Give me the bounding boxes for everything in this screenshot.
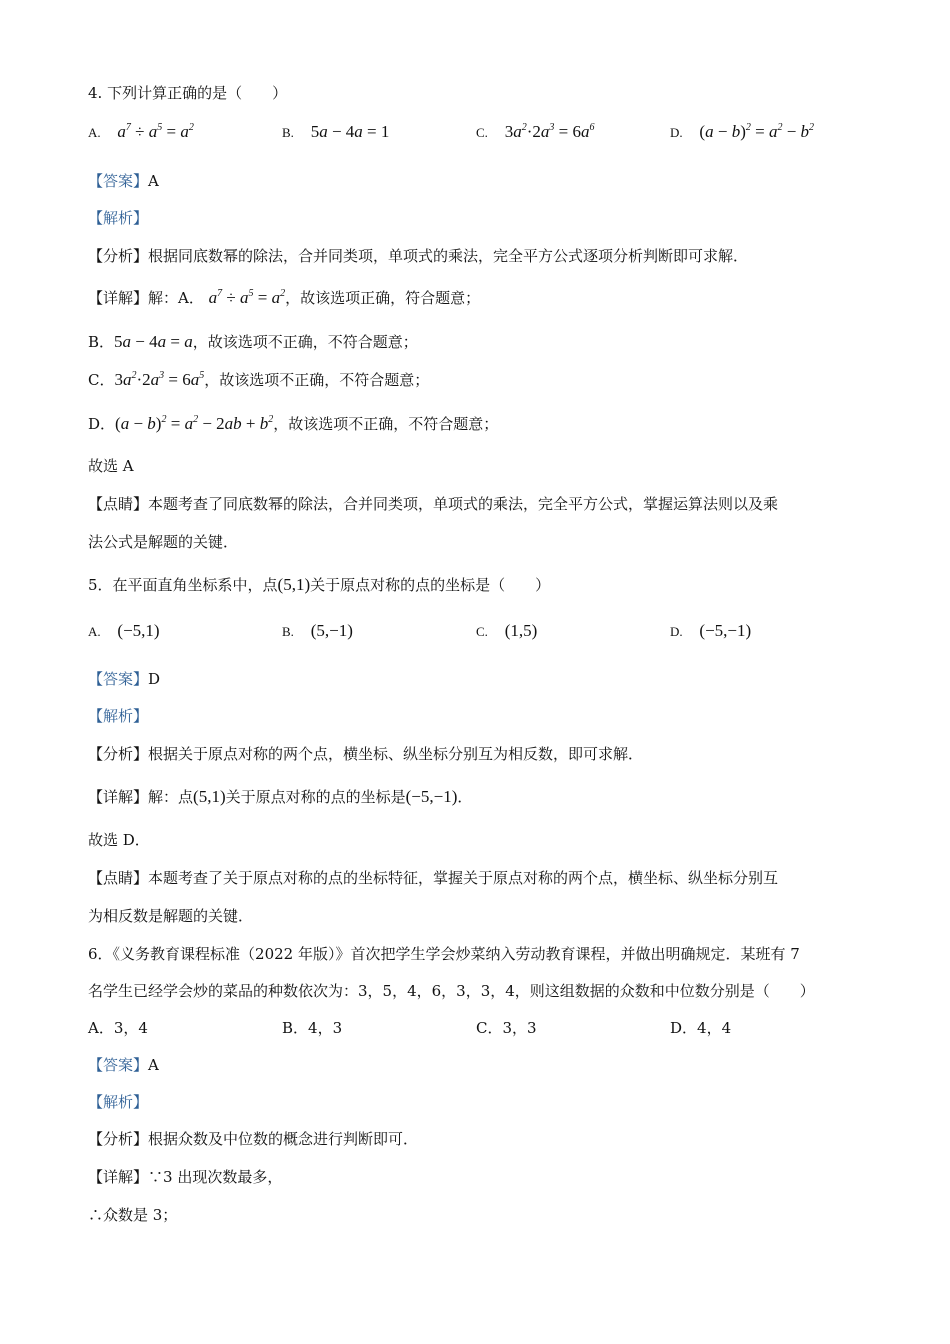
q6-fenxi-tag: 【分析】 — [88, 1130, 149, 1148]
q6-fenxi — [88, 1128, 418, 1149]
q5-option-a-letter: A. — [88, 624, 101, 639]
q4-option-b-letter: B. — [282, 125, 294, 140]
q5-option-b-letter: B. — [282, 624, 294, 639]
q5-xiangjie-mid: 关于原点对称的点的坐标是 — [225, 788, 406, 806]
q4-answer-value: A — [148, 172, 159, 190]
q4-xiangjie-a-formula: $a^7 \div a^5 = a^2$ — [208, 288, 286, 307]
q4-option-d-formula: $(a - b)^2 = a^2 - b^2$ — [699, 122, 815, 141]
q5-answer-tag: 【答案】 — [88, 670, 149, 688]
q4-detail-b-prefix: B． — [88, 333, 115, 351]
q5-analysis-tag: 【解析】 — [88, 707, 149, 725]
q5-option-c[interactable] — [476, 621, 537, 641]
q4-detail-c-suffix: ，故该选项不正确，不符合题意； — [204, 371, 430, 389]
q4-dianjing-text-1: 本题考查了同底数幂的除法，合并同类项，单项式的乘法，完全平方公式，掌握运算法则以及乘 — [148, 495, 779, 513]
q4-xiangjie-prefix: 解：A． — [148, 289, 204, 307]
q5-xiangjie — [88, 786, 472, 807]
q5-stem-prefix: 5．在平面直角坐标系中，点 — [88, 576, 278, 594]
q6-analysis-tag: 【解析】 — [88, 1093, 149, 1111]
q4-dianjing-tag: 【点睛】 — [88, 495, 149, 513]
q5-option-c-letter: C. — [476, 624, 488, 639]
q5-option-a[interactable] — [88, 621, 160, 641]
q5-option-d[interactable] — [670, 621, 751, 641]
q5-answer-value: D — [148, 670, 161, 688]
q5-xiangjie-tag: 【详解】 — [88, 788, 149, 806]
q5-conclusion: 故选 D． — [88, 831, 150, 849]
q6-fenxi-text: 根据众数及中位数的概念进行判断即可． — [148, 1130, 419, 1148]
q5-stem-point: (5,1) — [277, 575, 311, 594]
q5-xiangjie-end: ． — [457, 788, 473, 806]
q6-answer-tag: 【答案】 — [88, 1056, 149, 1074]
q6-stem-1: 6．《义务教育课程标准（2022 年版）》首次把学生学会炒菜纳入劳动教育课程，并做出明确规定．某班有 7 — [88, 945, 800, 963]
q4-detail-d-prefix: D． — [88, 415, 116, 433]
q4-fenxi-tag: 【分析】 — [88, 247, 149, 265]
q4-detail-b-suffix: ，故该选项不正确，不符合题意； — [192, 333, 418, 351]
q4-detail-d-formula: $(a - b)^2 = a^2 - 2ab + b^2$ — [115, 414, 274, 433]
q4-option-c-formula: $3a^2\cdot 2a^3 = 6a^6$ — [504, 122, 595, 141]
q5-stem-suffix: 关于原点对称的点的坐标是（ ） — [310, 576, 551, 594]
q4-detail-b-formula: 5a − 4a = a — [114, 332, 193, 351]
q4-option-a[interactable] — [88, 122, 194, 142]
q5-option-b[interactable] — [282, 621, 353, 641]
q5-fenxi-text: 根据关于原点对称的两个点，横坐标、纵坐标分别互为相反数，即可求解． — [148, 745, 644, 763]
q5-xiangjie-prefix: 解：点 — [148, 788, 194, 806]
q5-xiangjie-result: (−5,−1) — [405, 787, 458, 806]
q6-xiangjie-text-1: ∵3 出现次数最多， — [148, 1168, 283, 1186]
q4-dianjing-1 — [88, 493, 778, 514]
q6-xiangjie-2: ∴众数是 3； — [88, 1206, 178, 1224]
q4-detail-c-formula: $3a^2\cdot 2a^3 = 6a^5$ — [114, 370, 205, 389]
q4-detail-d-suffix: ，故该选项不正确，不符合题意； — [273, 415, 499, 433]
q4-option-a-formula: $a^7 \div a^5 = a^2$ — [117, 122, 194, 141]
q6-xiangjie-tag: 【详解】 — [88, 1168, 149, 1186]
q4-option-d-letter: D. — [670, 125, 683, 140]
q6-xiangjie-1 — [88, 1166, 282, 1187]
q4-option-a-letter: A. — [88, 125, 101, 140]
q6-answer — [88, 1054, 159, 1075]
q5-fenxi — [88, 743, 643, 764]
q4-stem: 4. 下列计算正确的是（ ） — [88, 84, 288, 102]
q4-dianjing-2: 法公式是解题的关键． — [88, 533, 239, 551]
q5-fenxi-tag: 【分析】 — [88, 745, 149, 763]
q4-fenxi-text: 根据同底数幂的除法，合并同类项，单项式的乘法，完全平方公式逐项分析判断即可求解． — [148, 247, 749, 265]
q5-answer — [88, 668, 160, 689]
q5-dianjing-1 — [88, 867, 778, 888]
q4-detail-c — [88, 369, 429, 390]
q4-analysis-tag: 【解析】 — [88, 209, 149, 227]
q6-stem-2: 名学生已经学会炒的菜品的种数依次为：3，5，4，6，3，3，4，则这组数据的众数和中位数分别是（ ） — [88, 982, 815, 1000]
q4-option-c-letter: C. — [476, 125, 488, 140]
q6-option-d[interactable]: D．4，4 — [670, 1019, 732, 1037]
q4-conclusion: 故选 A — [88, 457, 134, 475]
q4-detail-c-prefix: C． — [88, 371, 115, 389]
q6-option-a[interactable]: A．3，4 — [88, 1019, 148, 1037]
q5-option-b-point: (5,−1) — [310, 621, 353, 640]
q4-xiangjie-a-suffix: ，故该选项正确，符合题意； — [285, 289, 481, 307]
q4-xiangjie-tag: 【详解】 — [88, 289, 149, 307]
q5-option-d-letter: D. — [670, 624, 683, 639]
q4-option-b-formula: 5a − 4a = 1 — [310, 122, 390, 141]
q5-option-a-point: (−5,1) — [117, 621, 160, 640]
q5-dianjing-tag: 【点睛】 — [88, 869, 149, 887]
q5-option-c-point: (1,5) — [504, 621, 538, 640]
q5-xiangjie-point: (5,1) — [193, 787, 226, 806]
q4-fenxi — [88, 245, 748, 266]
q4-detail-b — [88, 331, 418, 352]
q5-option-d-point: (−5,−1) — [699, 621, 752, 640]
q4-answer-tag: 【答案】 — [88, 172, 149, 190]
q5-dianjing-2: 为相反数是解题的关键． — [88, 907, 254, 925]
q4-option-b[interactable] — [282, 122, 389, 142]
q5-stem — [88, 574, 550, 595]
q4-answer — [88, 170, 159, 191]
q4-option-c[interactable] — [476, 122, 594, 142]
q6-answer-value: A — [148, 1056, 159, 1074]
q4-xiangjie — [88, 287, 480, 308]
q4-detail-d — [88, 413, 498, 434]
q5-dianjing-text-1: 本题考查了关于原点对称的点的坐标特征，掌握关于原点对称的两个点，横坐标、纵坐标分别互 — [148, 869, 779, 887]
q6-option-b[interactable]: B．4，3 — [282, 1019, 343, 1037]
q4-option-d[interactable] — [670, 122, 814, 142]
q6-option-c[interactable]: C．3，3 — [476, 1019, 537, 1037]
